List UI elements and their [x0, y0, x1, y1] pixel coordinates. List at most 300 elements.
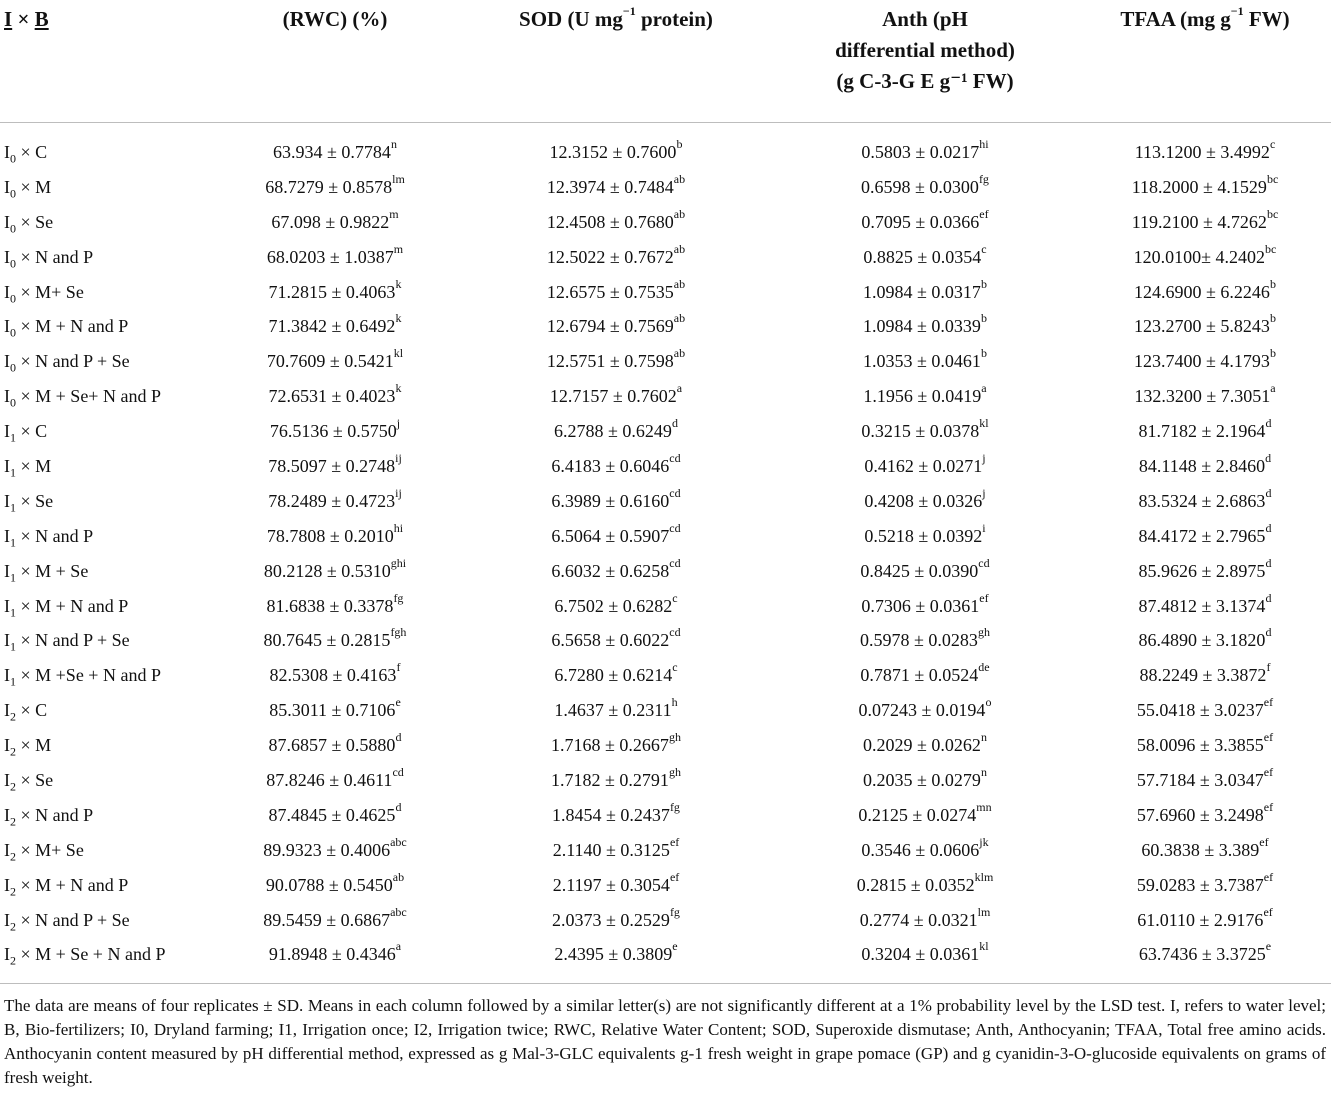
level-subscript: 1 [10, 430, 16, 445]
table-row [0, 135, 1331, 170]
anth-cell [790, 937, 1060, 972]
anth-cell [790, 275, 1060, 310]
level-symbol: I [4, 142, 10, 162]
treatment-label: × N and P [16, 246, 94, 267]
tfaa-value: 63.7436 ± 3.3725 [1138, 944, 1266, 965]
tfaa-cell [1080, 763, 1330, 798]
tfaa-value: 61.0110 ± 2.9176 [1137, 909, 1264, 930]
tfaa-letter: b [1269, 346, 1276, 361]
sod-letter: fg [669, 799, 680, 814]
sod-cell [486, 658, 746, 693]
tfaa-value: 119.2100 ± 4.7262 [1131, 211, 1267, 232]
sod-cell [486, 309, 746, 344]
treatment-label: × N and P [16, 525, 94, 546]
sod-value: 2.4395 ± 0.3809 [554, 944, 673, 965]
sod-letter: ab [673, 171, 686, 186]
rwc-value: 91.8948 ± 0.4346 [268, 944, 396, 965]
tfaa-cell [1080, 589, 1330, 624]
rwc-cell [200, 484, 470, 519]
treatment-label: × C [16, 421, 48, 442]
level-symbol: I [4, 839, 10, 860]
sod-cell [486, 623, 746, 658]
level-symbol: I [4, 490, 10, 511]
tfaa-value: 124.6900 ± 6.2246 [1134, 281, 1270, 302]
treatment-cell [4, 275, 84, 310]
treatment-label: × Se [16, 770, 54, 791]
table-row [0, 658, 1331, 693]
anth-cell [790, 135, 1060, 170]
sod-cell [486, 868, 746, 903]
table-row [0, 937, 1331, 972]
treatment-label: × M [16, 176, 52, 197]
tfaa-letter: d [1265, 590, 1272, 605]
treatment-cell [4, 903, 130, 938]
level-symbol: I [4, 944, 10, 965]
level-subscript: 1 [10, 500, 16, 515]
sod-letter: ab [673, 241, 686, 256]
level-symbol: I [4, 351, 10, 372]
sod-letter: cd [669, 451, 681, 466]
anth-cell [790, 868, 1060, 903]
treatment-cell [4, 798, 93, 833]
table-row [0, 205, 1331, 240]
treatment-cell [4, 379, 161, 414]
anth-letter: o [985, 695, 992, 710]
rwc-cell [200, 275, 470, 310]
tfaa-letter: ef [1263, 869, 1274, 884]
level-symbol: I [4, 246, 10, 267]
rwc-cell [200, 449, 470, 484]
sod-letter: d [671, 416, 678, 431]
level-subscript: 1 [10, 570, 16, 585]
sod-value: 6.7502 ± 0.6282 [554, 595, 673, 616]
treatment-cell [4, 205, 53, 240]
table-row [0, 309, 1331, 344]
rwc-cell [200, 763, 470, 798]
sod-letter: ab [673, 346, 686, 361]
sod-cell [486, 275, 746, 310]
anth-letter: fg [978, 171, 989, 186]
level-symbol: I [4, 909, 10, 930]
table-row [0, 728, 1331, 763]
sod-value: 1.4637 ± 0.2311 [554, 700, 672, 721]
tfaa-cell [1080, 658, 1330, 693]
sod-letter: cd [669, 625, 681, 640]
rwc-letter: j [396, 416, 401, 431]
level-symbol: I [4, 804, 10, 825]
tfaa-cell [1080, 903, 1330, 938]
sod-cell [486, 170, 746, 205]
anth-cell [790, 623, 1060, 658]
rwc-cell [200, 240, 470, 275]
anth-value: 0.2125 ± 0.0274 [858, 804, 977, 825]
rwc-value: 78.7808 ± 0.2010 [266, 525, 394, 546]
anth-letter: hi [979, 137, 989, 151]
rwc-letter: lm [392, 171, 405, 186]
anth-value: 0.3546 ± 0.0606 [861, 839, 980, 860]
sod-letter: h [671, 695, 678, 710]
treatment-label: × C [16, 142, 48, 162]
tfaa-letter: d [1265, 485, 1272, 500]
level-subscript: 0 [10, 151, 16, 166]
sod-letter: cd [669, 555, 681, 570]
header-tfaa-exp: −1 [1230, 4, 1244, 18]
sod-value: 2.1197 ± 0.3054 [552, 874, 670, 895]
tfaa-cell [1080, 449, 1330, 484]
anth-value: 0.2774 ± 0.0321 [859, 909, 978, 930]
tfaa-letter: d [1265, 520, 1272, 535]
rwc-letter: cd [392, 765, 404, 780]
header-sod-unit: protein) [640, 7, 713, 31]
sod-cell [486, 554, 746, 589]
level-subscript: 2 [10, 744, 16, 759]
treatment-cell [4, 135, 47, 170]
level-subscript: 2 [10, 884, 16, 899]
tfaa-letter: d [1265, 451, 1272, 466]
level-subscript: 1 [10, 674, 16, 689]
tfaa-letter: a [1270, 381, 1276, 396]
anth-letter: j [982, 485, 986, 500]
rwc-letter: k [395, 311, 402, 326]
rwc-value: 80.2128 ± 0.5310 [263, 560, 391, 581]
sod-cell [486, 240, 746, 275]
anth-letter: jk [979, 834, 989, 849]
level-symbol: I [4, 874, 10, 895]
rwc-cell [200, 135, 470, 170]
sod-letter: ef [669, 869, 680, 884]
table-row [0, 484, 1331, 519]
sod-value: 1.7182 ± 0.2791 [551, 770, 669, 791]
rwc-letter: d [395, 730, 402, 745]
tfaa-cell [1080, 868, 1330, 903]
anth-value: 0.5978 ± 0.0283 [860, 630, 978, 651]
anth-value: 0.2815 ± 0.0352 [856, 874, 975, 895]
anth-cell [790, 833, 1060, 868]
tfaa-value: 85.9626 ± 2.8975 [1138, 560, 1266, 581]
sod-letter: c [672, 660, 678, 675]
tfaa-cell [1080, 519, 1330, 554]
header-sod-exp: −1 [622, 4, 636, 18]
sod-cell [486, 763, 746, 798]
anth-value: 0.8825 ± 0.0354 [863, 246, 982, 267]
tfaa-letter: f [1266, 660, 1271, 675]
tfaa-value: 55.0418 ± 3.0237 [1136, 700, 1264, 721]
sod-cell [486, 484, 746, 519]
treatment-label: × M + N and P [16, 874, 129, 895]
sod-letter: c [672, 590, 678, 605]
sod-letter: ab [673, 206, 686, 221]
level-subscript: 0 [10, 221, 16, 236]
table-row [0, 589, 1331, 624]
anth-cell [790, 379, 1060, 414]
level-subscript: 0 [10, 326, 16, 341]
tfaa-cell [1080, 484, 1330, 519]
tfaa-value: 123.2700 ± 5.8243 [1134, 316, 1270, 337]
level-subscript: 2 [10, 709, 16, 724]
anth-value: 0.7306 ± 0.0361 [861, 595, 980, 616]
table-row [0, 449, 1331, 484]
anth-letter: kl [979, 416, 989, 431]
sod-value: 12.3152 ± 0.7600 [549, 142, 677, 162]
sod-letter: ab [673, 311, 686, 326]
tfaa-value: 113.1200 ± 3.4992 [1134, 142, 1270, 162]
rwc-letter: m [393, 241, 404, 256]
treatment-label: × M + Se+ N and P [16, 386, 161, 407]
anth-cell [790, 798, 1060, 833]
sod-cell [486, 205, 746, 240]
tfaa-cell [1080, 240, 1330, 275]
rwc-letter: d [395, 799, 402, 814]
treatment-label: × M + Se + N and P [16, 944, 166, 965]
rwc-letter: abc [390, 834, 407, 849]
anth-letter: ef [979, 590, 989, 605]
level-symbol: I [4, 595, 10, 616]
sod-value: 12.4508 ± 0.7680 [546, 211, 674, 232]
level-symbol: I [4, 421, 10, 442]
header-sod-text: SOD (U mg [519, 7, 623, 31]
table-row [0, 554, 1331, 589]
tfaa-cell [1080, 379, 1330, 414]
rwc-value: 68.7279 ± 0.8578 [265, 176, 393, 197]
treatment-cell [4, 344, 130, 379]
level-subscript: 0 [10, 360, 16, 375]
rwc-value: 71.3842 ± 0.6492 [268, 316, 396, 337]
footer-divider [0, 983, 1331, 984]
rwc-cell [200, 903, 470, 938]
tfaa-cell [1080, 728, 1330, 763]
sod-value: 12.5751 ± 0.7598 [546, 351, 674, 372]
sod-letter: gh [668, 765, 681, 780]
treatment-cell [4, 868, 128, 903]
rwc-letter: n [390, 137, 397, 151]
level-subscript: 2 [10, 814, 16, 829]
table-row [0, 623, 1331, 658]
anth-cell [790, 589, 1060, 624]
rwc-value: 78.5097 ± 0.2748 [268, 456, 396, 477]
level-subscript: 0 [10, 291, 16, 306]
rwc-value: 85.3011 ± 0.7106 [269, 700, 396, 721]
tfaa-value: 83.5324 ± 2.6863 [1138, 490, 1266, 511]
treatment-label: × N and P + Se [16, 909, 130, 930]
rwc-value: 63.934 ± 0.7784 [273, 142, 391, 162]
rwc-cell [200, 170, 470, 205]
tfaa-value: 57.7184 ± 3.0347 [1136, 770, 1264, 791]
treatment-cell [4, 519, 93, 554]
rwc-letter: a [395, 939, 402, 954]
level-subscript: 2 [10, 954, 16, 969]
level-subscript: 1 [10, 605, 16, 620]
sod-cell [486, 937, 746, 972]
tfaa-value: 120.0100± 4.2402 [1133, 246, 1266, 267]
header-times: × [17, 7, 30, 31]
header-anth-line3: (g C-3-G E g⁻¹ FW) [836, 69, 1014, 93]
table-header [0, 0, 1331, 122]
treatment-cell [4, 484, 53, 519]
treatment-cell [4, 693, 47, 728]
rwc-cell [200, 693, 470, 728]
header-tfaa [1080, 4, 1330, 35]
anth-cell [790, 763, 1060, 798]
rwc-cell [200, 519, 470, 554]
anth-value: 0.8425 ± 0.0390 [860, 560, 979, 581]
level-symbol: I [4, 630, 10, 651]
rwc-cell [200, 414, 470, 449]
sod-letter: gh [668, 730, 681, 745]
level-symbol: I [4, 700, 10, 721]
rwc-letter: abc [390, 904, 407, 919]
rwc-cell [200, 868, 470, 903]
tfaa-letter: ef [1259, 834, 1269, 849]
header-i-x-b [4, 4, 49, 35]
rwc-value: 67.098 ± 0.9822 [271, 211, 390, 232]
rwc-value: 87.4845 ± 0.4625 [268, 804, 396, 825]
treatment-label: × M+ Se [16, 281, 84, 302]
tfaa-letter: ef [1263, 765, 1274, 780]
anth-letter: b [980, 311, 987, 326]
anth-value: 1.1956 ± 0.0419 [863, 386, 982, 407]
level-symbol: I [4, 456, 10, 477]
anth-letter: klm [974, 869, 994, 884]
rwc-letter: ij [395, 451, 402, 466]
table-row [0, 833, 1331, 868]
anth-value: 0.6598 ± 0.0300 [861, 176, 979, 197]
tfaa-letter: c [1269, 137, 1276, 151]
table-row [0, 275, 1331, 310]
anth-cell [790, 240, 1060, 275]
treatment-cell [4, 589, 128, 624]
sod-value: 6.6032 ± 0.6258 [551, 560, 670, 581]
sod-value: 6.5064 ± 0.5907 [551, 525, 670, 546]
tfaa-value: 59.0283 ± 3.7387 [1136, 874, 1264, 895]
sod-letter: b [676, 137, 683, 151]
rwc-value: 87.6857 ± 0.5880 [268, 735, 396, 756]
sod-letter: ef [669, 834, 680, 849]
table-row [0, 170, 1331, 205]
tfaa-cell [1080, 275, 1330, 310]
anth-letter: b [980, 276, 987, 291]
treatment-label: × M + Se [16, 560, 89, 581]
sod-cell [486, 693, 746, 728]
sod-value: 12.6575 ± 0.7535 [546, 281, 674, 302]
tfaa-value: 123.7400 ± 4.1793 [1134, 351, 1270, 372]
anth-cell [790, 728, 1060, 763]
tfaa-value: 84.1148 ± 2.8460 [1138, 456, 1266, 477]
rwc-value: 87.8246 ± 0.4611 [266, 770, 393, 791]
table-row [0, 693, 1331, 728]
tfaa-cell [1080, 135, 1330, 170]
treatment-label: × Se [16, 490, 54, 511]
anth-value: 0.4162 ± 0.0271 [864, 456, 983, 477]
tfaa-letter: d [1265, 416, 1272, 431]
table-row [0, 414, 1331, 449]
anth-cell [790, 693, 1060, 728]
treatment-cell [4, 833, 84, 868]
anth-letter: c [981, 241, 987, 256]
sod-letter: cd [669, 520, 681, 535]
anth-letter: j [982, 451, 986, 466]
rwc-letter: e [395, 695, 401, 710]
anth-letter: b [980, 346, 987, 361]
tfaa-letter: d [1265, 555, 1272, 570]
tfaa-letter: b [1269, 311, 1276, 326]
header-sod [476, 4, 756, 35]
rwc-value: 89.9323 ± 0.4006 [263, 839, 391, 860]
level-symbol: I [4, 386, 10, 407]
rwc-value: 78.2489 ± 0.4723 [268, 490, 396, 511]
tfaa-value: 84.4172 ± 2.7965 [1138, 525, 1266, 546]
level-subscript: 2 [10, 779, 16, 794]
tfaa-cell [1080, 414, 1330, 449]
anth-cell [790, 484, 1060, 519]
treatment-cell [4, 240, 93, 275]
tfaa-cell [1080, 937, 1330, 972]
header-rwc: (RWC) (%) [282, 7, 388, 31]
anth-cell [790, 519, 1060, 554]
sod-letter: e [672, 939, 678, 954]
anth-letter: cd [978, 555, 990, 570]
treatment-label: × Se [16, 211, 54, 232]
anth-value: 0.5218 ± 0.0392 [864, 525, 983, 546]
treatment-label: × M [16, 456, 52, 477]
sod-value: 6.4183 ± 0.6046 [551, 456, 670, 477]
sod-value: 12.3974 ± 0.7484 [546, 176, 674, 197]
rwc-value: 70.7609 ± 0.5421 [266, 351, 394, 372]
anth-value: 1.0984 ± 0.0339 [863, 316, 981, 337]
treatment-label: × N and P + Se [16, 351, 130, 372]
rwc-cell [200, 554, 470, 589]
anth-value: 0.7095 ± 0.0366 [861, 211, 980, 232]
level-symbol: I [4, 281, 10, 302]
sod-letter: ab [673, 276, 686, 291]
anth-value: 1.0984 ± 0.0317 [863, 281, 981, 302]
sod-cell [486, 728, 746, 763]
header-anth [790, 4, 1060, 97]
tfaa-letter: ef [1263, 695, 1274, 710]
sod-letter: cd [669, 485, 681, 500]
anth-value: 0.2035 ± 0.0279 [863, 770, 981, 791]
header-b: B [34, 7, 49, 31]
rwc-letter: k [395, 381, 402, 396]
tfaa-letter: bc [1266, 206, 1279, 221]
rwc-cell [200, 798, 470, 833]
rwc-cell [200, 205, 470, 240]
tfaa-letter: d [1265, 625, 1272, 640]
tfaa-letter: bc [1265, 241, 1277, 256]
table-row [0, 240, 1331, 275]
header-anth-line2: differential method) [835, 38, 1015, 62]
rwc-cell [200, 309, 470, 344]
treatment-label: × M + N and P [16, 316, 129, 337]
anth-letter: n [980, 730, 987, 745]
tfaa-cell [1080, 170, 1330, 205]
rwc-letter: ghi [390, 555, 407, 570]
sod-value: 12.5022 ± 0.7672 [546, 246, 674, 267]
anth-cell [790, 414, 1060, 449]
rwc-value: 68.0203 ± 1.0387 [266, 246, 394, 267]
sod-cell [486, 344, 746, 379]
table-row [0, 519, 1331, 554]
sod-cell [486, 135, 746, 170]
tfaa-value: 88.2249 ± 3.3872 [1139, 665, 1267, 686]
level-subscript: 0 [10, 395, 16, 410]
level-symbol: I [4, 525, 10, 546]
anth-letter: a [981, 381, 987, 396]
rwc-letter: ab [392, 869, 405, 884]
anth-letter: mn [976, 799, 992, 814]
header-divider [0, 122, 1331, 123]
anth-cell [790, 449, 1060, 484]
tfaa-value: 60.3838 ± 3.389 [1141, 839, 1260, 860]
